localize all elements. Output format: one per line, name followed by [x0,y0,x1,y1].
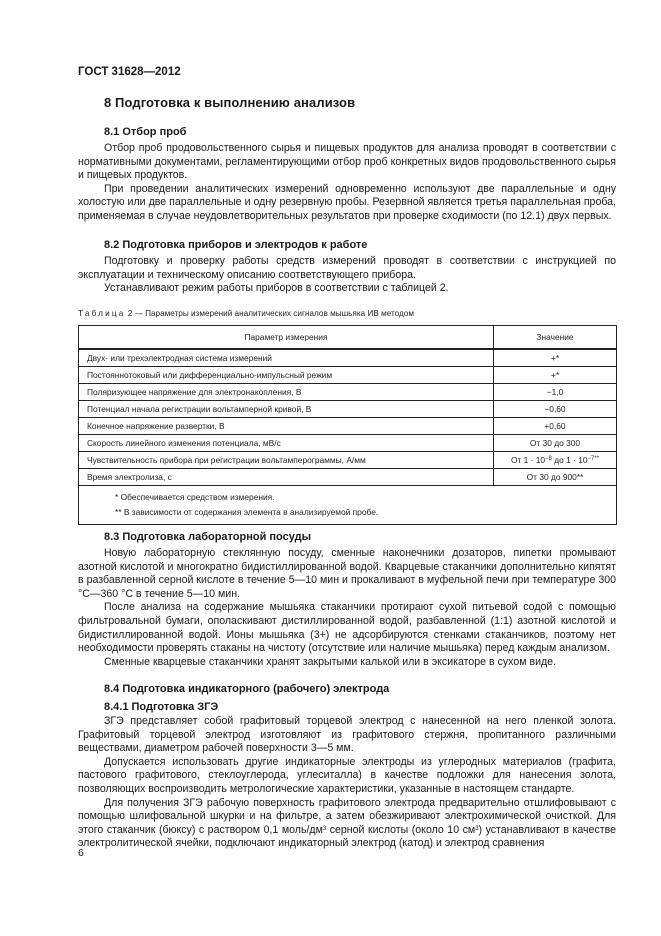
param-cell: Чувствительность прибора при регистрации вольтамперограммы, А/мм [79,452,494,469]
table-row [79,349,617,367]
paragraph: Сменные кварцевые стаканчики хранят закрытыми калькой или в эксикаторе в сухом виде. [104,655,557,668]
value-cell: От 30 до 900** [494,469,617,486]
table-2 [78,325,617,525]
value-cell: −1,0 [494,384,617,401]
section-8-title: 8 Подготовка к выполнению анализов [104,95,356,110]
header-param: Параметр измерения [79,326,494,350]
text-run: ) устанавливают в качестве электролитической ячейки, подключают индикаторный электрод (катод) и электрод сравнения [78,823,616,850]
table-2-caption [78,309,414,318]
param-cell: Потенциал начала регистрации вольтамперной кривой, В [79,401,494,418]
paragraph: Подготовку и проверку работы средств измерений проводят в соответствии с инструкцией по эксплуатации и техническому описанию соответствующего прибора. [78,255,616,281]
value-cell: +* [494,349,617,367]
section-8-1-title: 8.1 Отбор проб [104,126,187,138]
text-run: Для получения ЗГЭ рабочую поверхность графитового электрода предварительно отшлифовывают с помощью шлифовальной шкурки и на фильтре, а затем обезжиривают электрохимической очисткой. Для этого стаканчик (бюксу) с раствором 0,1 моль/дм [78,796,616,836]
paragraph [78,797,616,851]
value-part: От 1 · 10 [510,455,546,465]
paragraph: При проведении аналитических измерений одновременно используют две параллельные и одну холостую или две параллельные и одну резервную пробы. Резервной является третья параллельная проба, применяемая в случае неудовлетворительных результатов при проверке сходимости (по 12.1) двух первых. [78,182,616,222]
table-notes-row [79,486,617,525]
param-cell: Постояннотоковый или дифференциально-импульсный режим [79,367,494,384]
table-note: * Обеспечивается средством измерения. [115,492,275,502]
section-8-4-1-body [78,715,616,851]
table-row [79,469,617,486]
section-8-2-title: 8.2 Подготовка приборов и электродов к работе [104,239,368,251]
paragraph: Отбор проб продовольственного сырья и пищевых продуктов для анализа проводят в соответствии с нормативными документами, регламентирующими отбор проб конкретных видов продовольственного сырья и пищевых продуктов. [78,142,616,182]
table-note: ** В зависимости от содержания элемента в анализируемой пробе. [115,507,379,517]
table-header-row [79,326,617,350]
page-number: 6 [78,847,84,859]
superscript: 3 [322,825,327,832]
value-cell: От 30 до 300 [494,435,617,452]
header-value: Значение [494,326,617,350]
param-cell: Время электролиза, с [79,469,494,486]
superscript: 3 [475,825,479,832]
standard-header: ГОСТ 31628—2012 [78,66,181,78]
value-cell [494,452,617,469]
text-run: серной кислоты (около 10 см [326,823,476,836]
param-cell: Конечное напряжение развертки, В [79,418,494,435]
exponent: −8 [545,456,552,462]
value-cell: −0,60 [494,401,617,418]
param-cell: Поляризующее напряжение для электронакопления, В [79,384,494,401]
table-row [79,435,617,452]
table-notes [79,486,617,525]
value-cell: +0,60 [494,418,617,435]
value-cell: +* [494,367,617,384]
section-8-4-title: 8.4 Подготовка индикаторного (рабочего) электрода [104,683,390,695]
table-row [79,367,617,384]
paragraph: Новую лабораторную стеклянную посуду, сменные наконечники дозаторов, пипетки промывают азотной кислотой и многократно бидистиллированной водой. Кварцевые стаканчики дополнительно кипятят в разбавленной серной кислоте в течение 5—10 мин и прокаливают в муфельной печи при температуре 300 °С—360 °С в течение 5—10 мин. [78,547,616,600]
section-8-1-body [78,142,616,224]
table-label: Таблица [78,309,126,318]
table-caption-text: 2 — Параметры измерений аналитических сигналов мышьяка ИВ методом [125,309,414,318]
table-row [79,384,617,401]
table-row [79,418,617,435]
table-row [79,401,617,418]
section-8-3-title: 8.3 Подготовка лабораторной посуды [104,531,311,543]
paragraph: После анализа на содержание мышьяка стаканчики протирают сухой питьевой содой с помощью фильтровальной бумаги, ополаскивают дистиллированной водой, разбавленной (1:1) азотной кислотой и бидистиллированной водой. Ионы мышьяка (3+) не адсорбируются стенками стаканчиков, поэтому нет необходимости проверять стаканы на чистоту (отсутствие или наличие мышьяка) перед каждым анализом. [78,601,616,655]
param-cell: Двух- или трехэлектродная система измерений [79,349,494,367]
section-8-4-1-title: 8.4.1 Подготовка ЗГЭ [104,701,219,713]
paragraph: Допускается использовать другие индикаторные электроды из углеродных материалов (графита, пастового графитового, стеклоуглерода, углеситалла) в качестве подложки для нанесения золота, позволяющих воспроизводить метрологические характеристики, указанные в настоящем стандарте. [78,755,616,795]
paragraph: Устанавливают режим работы приборов в соответствии с таблицей 2. [104,282,449,295]
section-8-2-body [78,255,616,296]
exponent: −7** [587,456,600,462]
param-cell: Скорость линейного изменения потенциала, мВ/с [79,435,494,452]
paragraph: ЗГЭ представляет собой графитовый торцевой электрод с нанесенной на него пленкой золота. Графитовый торцевой электрод изготовляют из графитового стержня, пропитанного различными веществами, диаметром рабочей поверхности 3—5 мм. [78,715,616,755]
table-row [79,452,617,469]
section-8-3-body [78,547,616,669]
value-part: до 1 · 10 [551,455,588,465]
